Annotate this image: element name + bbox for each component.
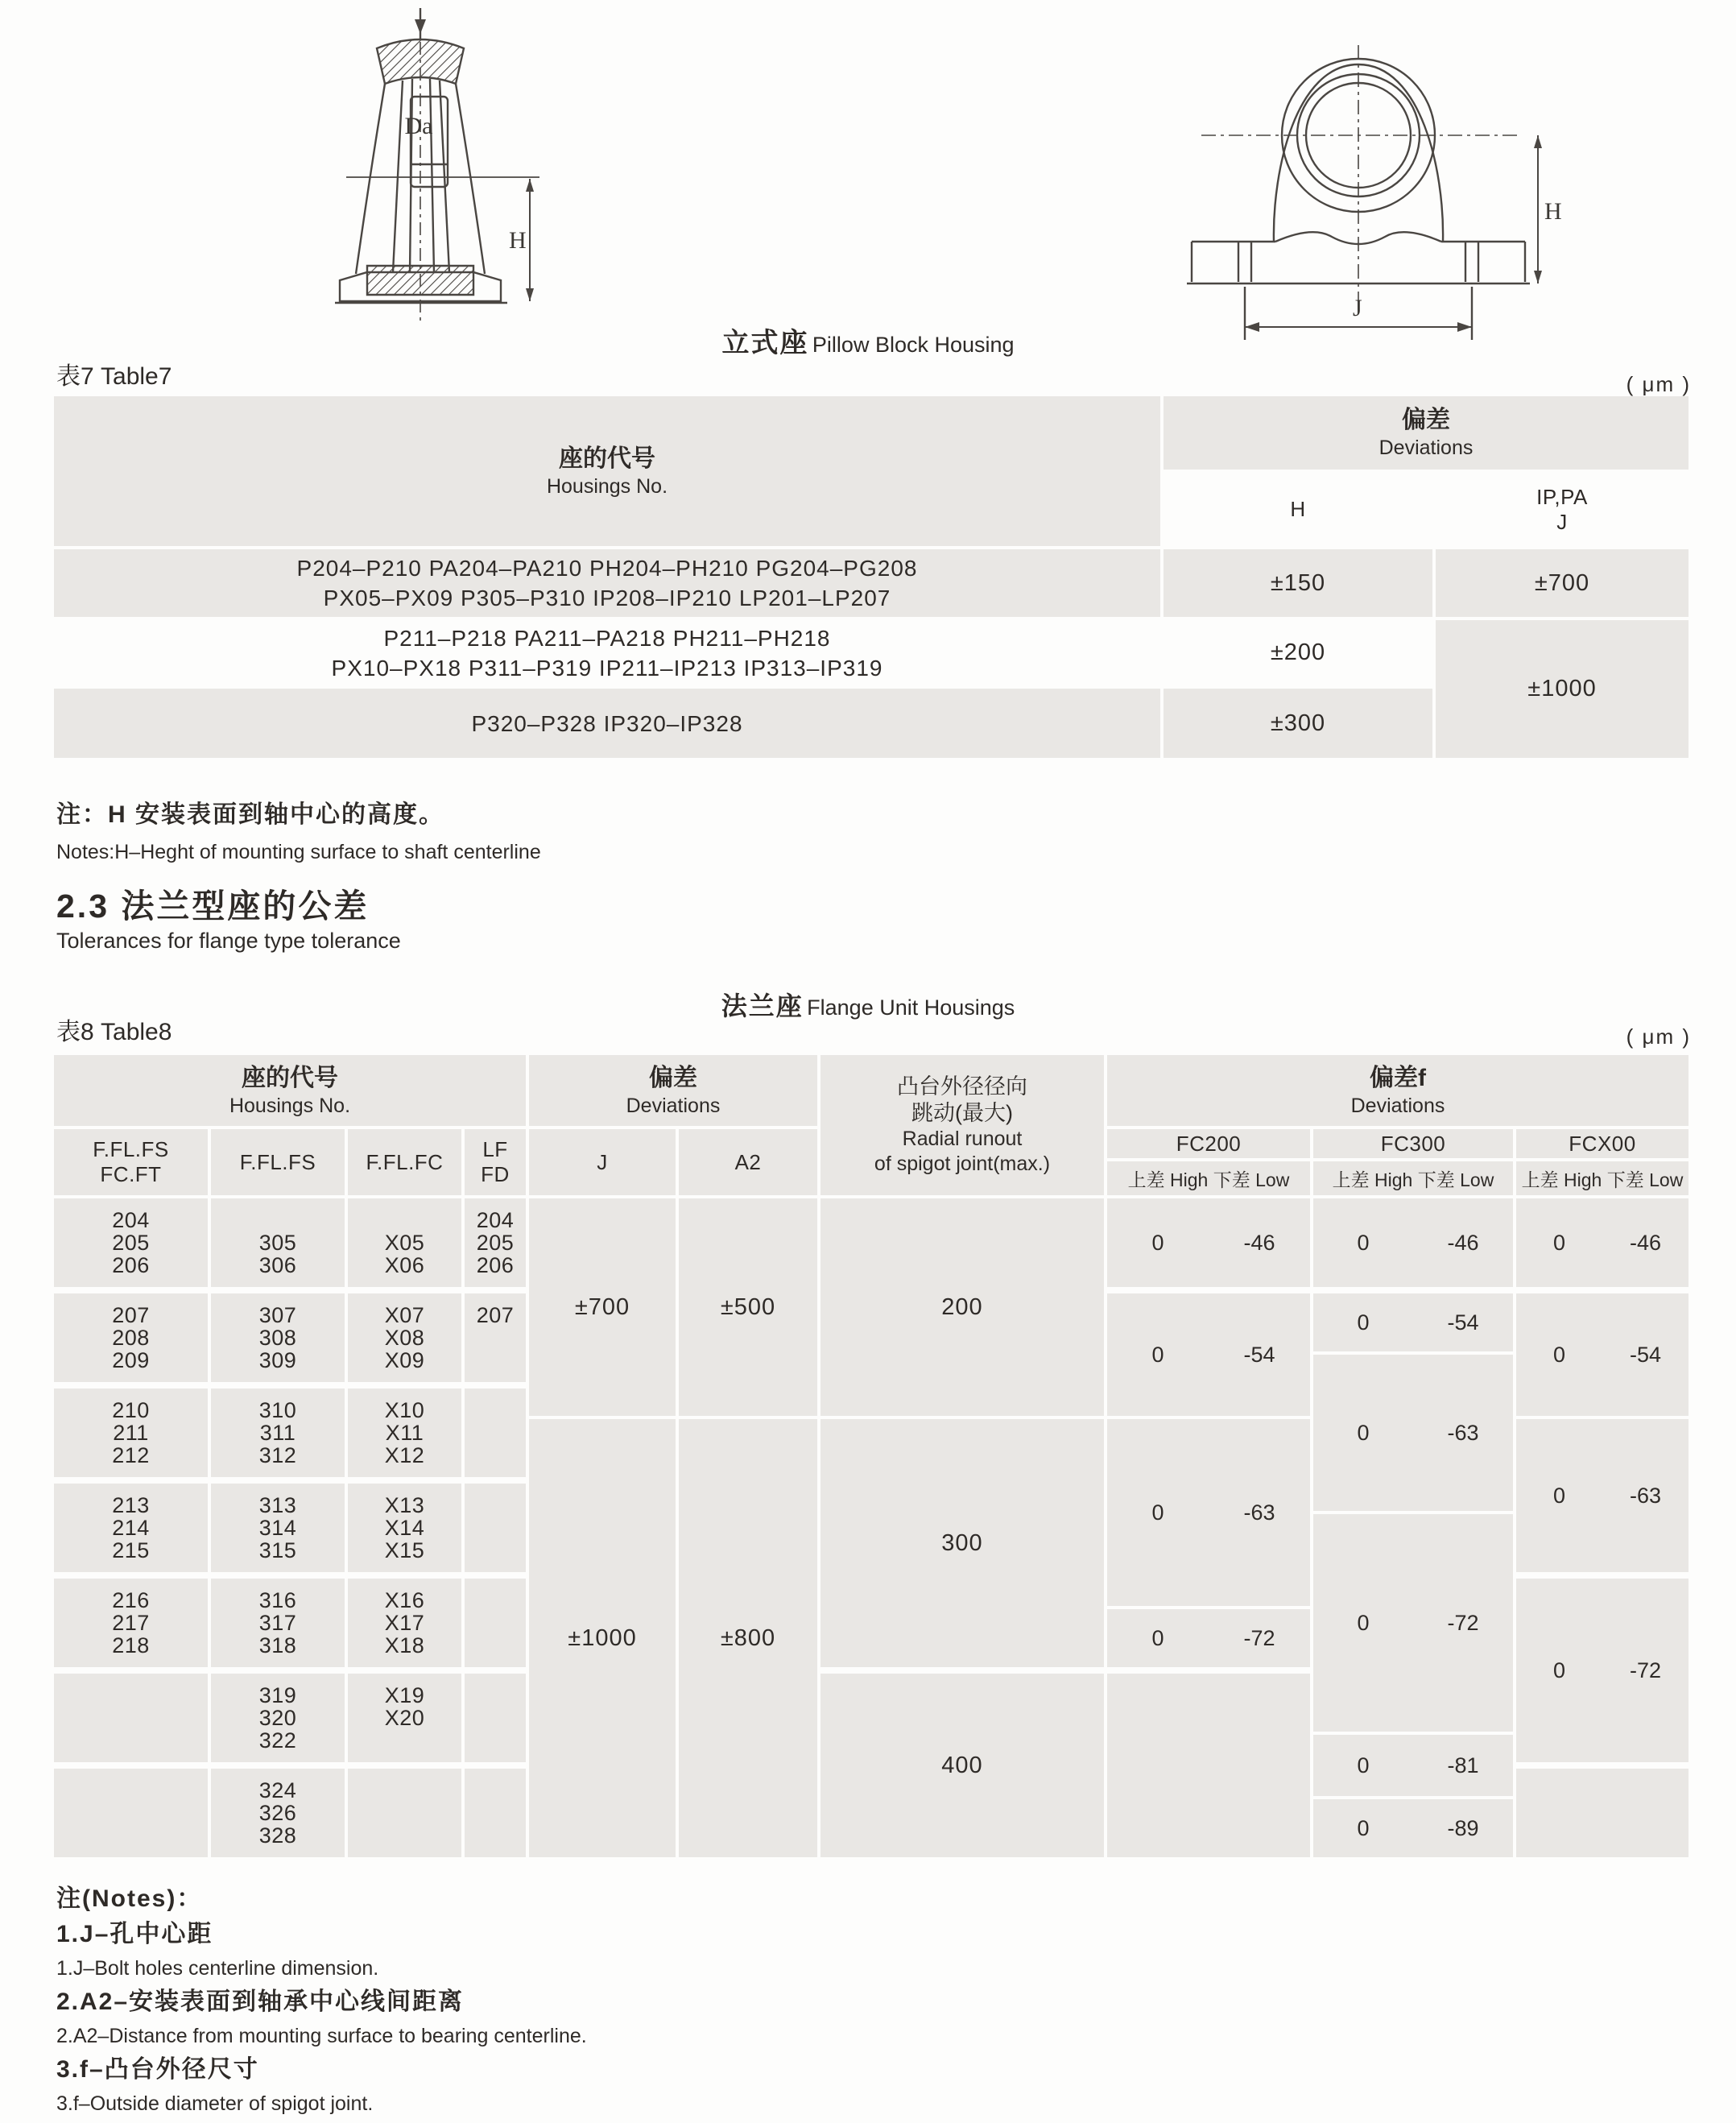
- h-dimension-label-side: H: [509, 227, 527, 254]
- t8-j-1000: [529, 1419, 676, 1857]
- t8-header-dev-cjk: 偏差: [649, 1064, 697, 1091]
- cell-line: ±700: [1534, 569, 1590, 596]
- cell-line: FC.FT: [100, 1162, 162, 1186]
- cell-line: 319: [258, 1683, 297, 1707]
- cell-line: 218: [112, 1633, 150, 1657]
- cell-line: FD: [481, 1162, 510, 1186]
- cell-line: P320–P328 IP320–IP328: [471, 710, 743, 736]
- cell-line: 324: [258, 1778, 297, 1802]
- t8-fflc-g4: [348, 1484, 461, 1572]
- t8-fc200-blank: [1107, 1674, 1310, 1857]
- section-heading-en: Tolerances for flange type tolerance: [56, 929, 401, 953]
- cell-line: X17: [384, 1611, 425, 1635]
- t8-fflc-g6: [348, 1674, 461, 1762]
- t8-fcft-g3: [54, 1388, 208, 1477]
- cell-line: X16: [384, 1588, 425, 1612]
- cell-line: 306: [258, 1253, 297, 1277]
- t8-header-highlow-fcx00: [1516, 1161, 1688, 1195]
- cell-line: 305: [258, 1231, 297, 1255]
- t8-fc300-46: [1313, 1198, 1513, 1287]
- t8-runout-300: [820, 1419, 1104, 1667]
- t8-header-housings-cjk: 座的代号: [242, 1064, 338, 1091]
- t8-header-dev-en: Deviations: [626, 1094, 721, 1117]
- pillow-title-cjk: 立式座: [721, 328, 809, 358]
- cell-line: ±1000: [1527, 676, 1597, 701]
- cell-line: X12: [384, 1443, 425, 1467]
- table7-note-en: Notes:H–Heght of mounting surface to shaft centerline: [56, 841, 541, 863]
- t7-row1-h: [1164, 549, 1432, 617]
- t7-header-ippa-line1: IP,PA: [1536, 484, 1588, 509]
- cell-line: 313: [258, 1493, 297, 1517]
- pillow-block-side-view-drawing: [290, 6, 548, 329]
- cell-line: 211: [113, 1421, 149, 1445]
- t8-header-radial-runout: [820, 1055, 1104, 1195]
- t8-fcx00-blank: [1516, 1769, 1688, 1857]
- t8-fcft-g1: [54, 1198, 208, 1287]
- cell-line: F.FL.FS: [239, 1149, 316, 1174]
- t8-fflc-g3: [348, 1388, 461, 1477]
- t7-header-housings-cjk: 座的代号: [559, 445, 655, 472]
- t7-row1-ippa: [1436, 549, 1688, 617]
- high-value: 0: [1357, 1310, 1370, 1335]
- t8-header-col-j: [529, 1129, 676, 1195]
- cell-line: 208: [112, 1326, 150, 1350]
- note-2-cjk: 2.A2–安装表面到轴承中心线间距离: [56, 1989, 465, 2015]
- cell-line: A2: [734, 1149, 762, 1174]
- cell-line: of spigot joint(max.): [874, 1153, 1051, 1175]
- cell-line: PX10–PX18 P311–P319 IP211–IP213 IP313–IP319: [331, 655, 883, 681]
- section-heading-cjk: 2.3 法兰型座的公差: [56, 888, 370, 925]
- cell-line: X15: [384, 1538, 425, 1562]
- t8-fc300-54: [1313, 1293, 1513, 1351]
- table8-flange-unit-tolerances: [52, 1053, 1690, 1859]
- low-value: -46: [1243, 1230, 1275, 1255]
- cell-line: 207: [112, 1303, 150, 1327]
- t8-header-deviations-f: [1107, 1055, 1688, 1126]
- table7-pillow-block-tolerances: [52, 395, 1690, 759]
- cell-line: X20: [384, 1706, 425, 1730]
- cell-line: X08: [384, 1326, 425, 1350]
- t8-fc300-63: [1313, 1355, 1513, 1511]
- low-value: -54: [1447, 1310, 1479, 1335]
- cell-line: X19: [384, 1683, 425, 1707]
- low-value: -81: [1447, 1753, 1479, 1777]
- cell-line: 215: [112, 1538, 150, 1562]
- cell-line: 凸台外径径向: [897, 1074, 1027, 1099]
- cell-line: ±800: [720, 1624, 776, 1651]
- t8-header-devf-cjk: 偏差f: [1370, 1064, 1426, 1091]
- cell-line: ±300: [1270, 710, 1326, 736]
- high-value: 0: [1357, 1230, 1370, 1255]
- cell-line: 300: [941, 1529, 983, 1556]
- cell-line: 312: [258, 1443, 297, 1467]
- t8-fcft-g7: [54, 1769, 208, 1857]
- high-value: 0: [1357, 1610, 1370, 1635]
- t8-fc200-54: [1107, 1293, 1310, 1416]
- t8-a2-500: [679, 1198, 817, 1416]
- cell-line: 326: [258, 1801, 297, 1825]
- pillow-block-front-view-drawing: [1169, 40, 1564, 362]
- t8-runout-200: [820, 1198, 1104, 1416]
- note-3-cjk: 3.f–凸台外径尺寸: [56, 2056, 259, 2083]
- cell-line: 213: [112, 1493, 150, 1517]
- low-value: -46: [1447, 1230, 1479, 1255]
- t8-lffd-g7: [465, 1769, 526, 1857]
- cell-line: 207: [476, 1303, 515, 1327]
- t8-fcx00-54: [1516, 1293, 1688, 1416]
- t8-header-housings-en: Housings No.: [229, 1094, 351, 1117]
- cell-line: 322: [258, 1728, 297, 1753]
- cell-line: 204: [112, 1208, 150, 1232]
- t8-header-highlow-fc300: [1313, 1161, 1513, 1195]
- cell-line: 200: [941, 1293, 983, 1320]
- t8-ffls-g6: [211, 1674, 345, 1762]
- t7-row3-housings: [54, 689, 1160, 758]
- t8-fc300-72: [1313, 1514, 1513, 1732]
- t8-lffd-g5: [465, 1579, 526, 1667]
- cell-line: 209: [112, 1348, 150, 1372]
- cell-line: 314: [258, 1516, 297, 1540]
- cell-line: FC300: [1380, 1131, 1446, 1156]
- cell-line: 上差 High 下差 Low: [1521, 1169, 1684, 1190]
- t8-header-col-ffls-fcft: [54, 1129, 208, 1195]
- cell-line: 205: [476, 1231, 515, 1255]
- low-value: -63: [1243, 1500, 1275, 1525]
- notes-title: 注(Notes)：: [56, 1885, 203, 1912]
- high-value: 0: [1357, 1815, 1370, 1840]
- t8-j-700: [529, 1198, 676, 1416]
- t7-header-ippa-line2: J: [1556, 509, 1568, 534]
- high-value: 0: [1552, 1342, 1566, 1367]
- h-dimension-label-front: H: [1544, 198, 1562, 225]
- t8-lffd-g2: [465, 1293, 526, 1382]
- high-value: 0: [1552, 1230, 1566, 1255]
- low-value: -63: [1447, 1420, 1479, 1445]
- t7-header-deviations: [1164, 396, 1688, 470]
- low-value: -72: [1447, 1610, 1479, 1635]
- cell-line: 311: [259, 1421, 296, 1445]
- t8-header-col-lffd: [465, 1129, 526, 1195]
- cell-line: 328: [258, 1823, 297, 1848]
- cell-line: 310: [258, 1398, 297, 1422]
- cell-line: 206: [112, 1253, 150, 1277]
- flange-title-cjk: 法兰座: [721, 991, 804, 1020]
- cell-line: 320: [258, 1706, 297, 1730]
- cell-line: 214: [112, 1516, 150, 1540]
- cell-line: 315: [258, 1538, 297, 1562]
- table8-label: 表8 Table8: [56, 1019, 172, 1045]
- t7-header-dev-cjk: 偏差: [1402, 407, 1450, 433]
- cell-line: 上差 High 下差 Low: [1127, 1169, 1290, 1190]
- cell-line: 309: [258, 1348, 297, 1372]
- t8-fcft-g6: [54, 1674, 208, 1762]
- high-value: 0: [1151, 1342, 1164, 1367]
- t7-row1-housings: [54, 549, 1160, 617]
- note-2-en: 2.A2–Distance from mounting surface to bearing centerline.: [56, 2025, 587, 2047]
- t8-fc200-63: [1107, 1419, 1310, 1606]
- t8-header-devf-en: Deviations: [1350, 1094, 1445, 1117]
- t8-ffls-g7: [211, 1769, 345, 1857]
- cell-line: 318: [258, 1633, 297, 1657]
- um-label-table8: ( μm ): [1626, 1024, 1691, 1049]
- t8-ffls-g4: [211, 1484, 345, 1572]
- high-value: 0: [1552, 1483, 1566, 1508]
- t8-fcx00-46: [1516, 1198, 1688, 1287]
- t8-header-col-a2: [679, 1129, 817, 1195]
- cell-line: ±1000: [568, 1624, 637, 1651]
- cell-line: X14: [384, 1516, 425, 1540]
- note-3-en: 3.f–Outside diameter of spigot joint.: [56, 2092, 374, 2115]
- t8-ffls-g5: [211, 1579, 345, 1667]
- t8-ffls-g2: [211, 1293, 345, 1382]
- t8-fcft-g4: [54, 1484, 208, 1572]
- cell-line: J: [597, 1149, 608, 1174]
- high-value: 0: [1151, 1500, 1164, 1525]
- t8-fc200-46: [1107, 1198, 1310, 1287]
- t8-header-col-ffls: [211, 1129, 345, 1195]
- cell-line: 212: [112, 1443, 150, 1467]
- t8-header-deviations: [529, 1055, 817, 1126]
- cell-line: 317: [258, 1611, 297, 1635]
- t8-ffls-g3: [211, 1388, 345, 1477]
- cell-line: ±700: [574, 1293, 630, 1320]
- cell-line: 316: [258, 1588, 297, 1612]
- table7-note-cjk: 注：H 安装表面到轴中心的高度。: [56, 801, 444, 828]
- t8-header-fc300: [1313, 1129, 1513, 1158]
- low-value: -89: [1447, 1815, 1479, 1840]
- cell-line: 206: [476, 1253, 515, 1277]
- cell-line: ±500: [720, 1293, 776, 1320]
- t7-row3-h: [1164, 689, 1432, 758]
- cell-line: ±200: [1270, 639, 1326, 665]
- table8-notes: [56, 1881, 587, 2120]
- t8-fc300-89: [1313, 1799, 1513, 1857]
- t8-lffd-g3: [465, 1388, 526, 1477]
- note-1-en: 1.J–Bolt holes centerline dimension.: [56, 1957, 379, 1980]
- t8-fflc-g2: [348, 1293, 461, 1382]
- low-value: -72: [1629, 1657, 1662, 1682]
- pillow-block-title: [0, 321, 1736, 360]
- cell-line: 204: [476, 1208, 515, 1232]
- t8-fc300-81: [1313, 1735, 1513, 1796]
- note-1-cjk: 1.J–孔中心距: [56, 1921, 213, 1947]
- t7-header-housings: [54, 396, 1160, 546]
- j-dimension-label: J: [1353, 295, 1362, 321]
- low-value: -72: [1243, 1625, 1275, 1650]
- cell-line: 217: [112, 1611, 150, 1635]
- cell-line: F.FL.FC: [366, 1149, 444, 1174]
- cell-line: F.FL.FS: [93, 1137, 169, 1161]
- pillow-title-en: Pillow Block Housing: [812, 333, 1015, 357]
- high-value: 0: [1552, 1657, 1566, 1682]
- cell-line: P204–P210 PA204–PA210 PH204–PH210 PG204–PG208: [296, 556, 918, 581]
- t8-header-highlow-fc200: [1107, 1161, 1310, 1195]
- cell-line: 308: [258, 1326, 297, 1350]
- cell-line: X07: [384, 1303, 425, 1327]
- um-label-table7: ( μm ): [1626, 372, 1691, 396]
- t8-lffd-g6: [465, 1674, 526, 1762]
- t7-row2-3-ippa-merged: [1436, 620, 1688, 758]
- cell-line: 307: [258, 1303, 297, 1327]
- cell-line: X18: [384, 1633, 425, 1657]
- cell-line: P211–P218 PA211–PA218 PH211–PH218: [383, 625, 831, 651]
- high-value: 0: [1151, 1230, 1164, 1255]
- table7-label: 表7 Table7: [56, 363, 172, 390]
- cell-line: X09: [384, 1348, 425, 1372]
- t8-header-col-fflc: [348, 1129, 461, 1195]
- t7-header-ippa-column: [1436, 473, 1688, 546]
- cell-line: X05: [384, 1231, 425, 1255]
- cell-line: FCX00: [1569, 1131, 1636, 1156]
- cell-line: X11: [385, 1421, 424, 1445]
- high-value: 0: [1151, 1625, 1164, 1650]
- cell-line: ±150: [1270, 569, 1326, 596]
- flange-unit-title: [0, 986, 1736, 1023]
- cell-line: FC200: [1176, 1131, 1242, 1156]
- t8-fcx00-72: [1516, 1579, 1688, 1762]
- t7-header-h-column: [1164, 473, 1432, 546]
- da-dimension-label: Da: [404, 113, 433, 139]
- cell-line: Radial runout: [902, 1128, 1023, 1150]
- low-value: -54: [1243, 1342, 1275, 1367]
- cell-line: 跳动(最大): [911, 1101, 1013, 1125]
- cell-line: X10: [384, 1398, 425, 1422]
- cell-line: 205: [112, 1231, 150, 1255]
- cell-line: PX05–PX09 P305–P310 IP208–IP210 LP201–LP207: [323, 586, 891, 610]
- t8-fflc-g7: [348, 1769, 461, 1857]
- low-value: -63: [1629, 1483, 1662, 1508]
- t8-header-housings: [54, 1055, 526, 1126]
- t8-lffd-g1: [465, 1198, 526, 1287]
- t8-fflc-g1: [348, 1198, 461, 1287]
- cell-line: LF: [482, 1137, 508, 1161]
- t8-a2-800: [679, 1419, 817, 1857]
- high-value: 0: [1357, 1420, 1370, 1445]
- t7-row2-h: [1164, 620, 1432, 685]
- cell-line: X06: [384, 1253, 425, 1277]
- high-value: 0: [1357, 1753, 1370, 1777]
- t8-fc200-72: [1107, 1609, 1310, 1667]
- low-value: -46: [1629, 1230, 1662, 1255]
- t8-header-fcx00: [1516, 1129, 1688, 1158]
- t8-fflc-g5: [348, 1579, 461, 1667]
- low-value: -54: [1629, 1342, 1662, 1367]
- cell-line: 210: [112, 1398, 150, 1422]
- t7-header-housings-en: Housings No.: [546, 474, 668, 498]
- t8-header-fc200: [1107, 1129, 1310, 1158]
- t7-row2-housings: [54, 620, 1160, 685]
- cell-line: X13: [384, 1493, 425, 1517]
- cell-line: 上差 High 下差 Low: [1332, 1169, 1494, 1190]
- t8-fcft-g5: [54, 1579, 208, 1667]
- cell-line: 400: [941, 1752, 983, 1778]
- t8-fcft-g2: [54, 1293, 208, 1382]
- t8-runout-400: [820, 1674, 1104, 1857]
- cell-line: 216: [112, 1588, 150, 1612]
- t8-ffls-g1: [211, 1198, 345, 1287]
- flange-title-en: Flange Unit Housings: [807, 995, 1015, 1020]
- t7-header-h-label: H: [1290, 497, 1306, 521]
- t7-header-dev-en: Deviations: [1378, 437, 1474, 459]
- t8-lffd-g4: [465, 1484, 526, 1572]
- t8-fcx00-63: [1516, 1419, 1688, 1572]
